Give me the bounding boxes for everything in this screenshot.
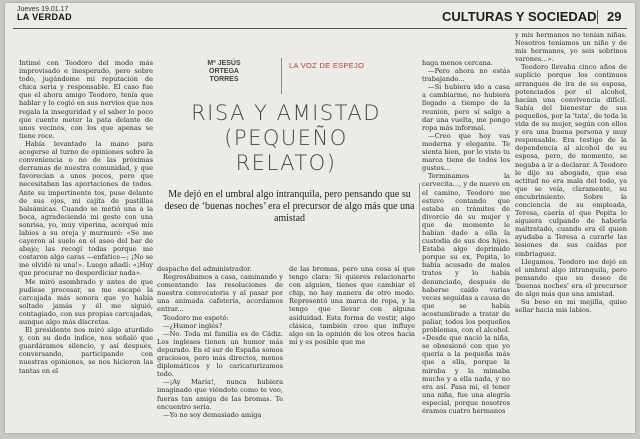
- paragraph: Su beso en mi mejilla, quiso sellar hacia mis labios.: [515, 298, 627, 315]
- paragraph: —Pero ahora no estás trabajando...: [422, 67, 510, 84]
- page-number: 29: [607, 9, 622, 24]
- paragraph: —¡Ay María!, nunca hubiera imaginado que viéndote como te veo, fueras tan amiga de las bromas. Te encuentro seria.: [157, 378, 283, 411]
- headline-line: RELATO): [235, 151, 337, 175]
- author-name-line: Mª JESÚS: [207, 60, 241, 67]
- headline-line: RISA Y AMISTAD: [191, 101, 381, 125]
- article-headline: [155, 101, 417, 176]
- article-column-3: [289, 265, 415, 431]
- paragraph: —¿Humor inglés?: [163, 321, 223, 330]
- article-deck: Me dejó en el umbral algo intranquila, pero pensando que su deseo de ‘buenas noches’ era el precursor de algo más que una amistad: [164, 189, 415, 225]
- header-rule: [13, 28, 627, 29]
- paragraph: de las bromas, pero una cosa sí que tengo clara: Si quieres relacionarte con alguien, tienes que cambiar el chip, no hay manera de otro modo. Representó una marca de ropa, y la tengo que llevar con alguna asiduidad. Esta forma de vestir, algo clásica, también creo que influye algo en la opinión de los otros hacia mí y es posible que me: [289, 265, 415, 346]
- article-column-5: [515, 31, 627, 431]
- newspaper-name: LA VERDAD: [17, 12, 72, 23]
- paragraph: Regresábamos a casa, caminando y comentando las resoluciones de nuestra convocatoria y al pasar por una animada cafetería, acordamos entrar...: [157, 273, 283, 314]
- paragraph: Había levantado la mano para acogerse al turno de opiniones sobre la conveniencia o no de las próximas derramas de nuestra comunidad, y que favorecían a unos pocos, pero que necesitaban las aportaciones de todos. Ante su impertinente tos, puse delante de sus ojos, mi cajita de pastillas balsámicas. Cuando se metió una a la boca, agradeciendo mi gesto con una sonrisa, yo, muy viperina, acerqué mis labios a su oreja y murmuré: «Se me cayeron al suelo en el aseo del bar de abajo; las recogí todas porque me costaron algo caras —enfatice—; ¡No se me olvidó ni una!». Luego añadí: «¡Hay que procurar no desperdiciar nada».: [19, 139, 153, 278]
- paragraph: —Creo que hoy vas moderna y elegante. Te sienta bien, por lo visto tu marca tiene de todos los gustos...: [422, 131, 510, 173]
- paragraph: Teodoro me espetó:: [163, 313, 229, 322]
- column-kicker: LA VOZ DE ESPEJO: [289, 61, 365, 70]
- paragraph: Terminamos la cervecita..., y de nuevo en el camino, Teodoro me estuvo contando que estaba en trámites de divorcio de su mujer y que de momento le habían dado a ella la custodia de sus dos hijos. Estaba algo deprimido porque su ex, Pepita, lo había acusado de malos tratos y lo había denunciado, después de haberse caído varias veces seguidas a causa de que se había acostumbrado a tratar de paliar, todos los pequeños problemas, con el alcohol. «Desde que nació la niña, se obsesionó con que yo quería a la pequeña más que a ella, porque la miraba y la mimaba mucho y a ella nada, y no era así. Pasa mi, el tener una niña, fue una alegría especial, porque nosotros éramos cuatro hermanos: [422, 172, 510, 416]
- paragraph: —Si hubiera ido a casa a cambiarme, no hubiera llegado a tiempo de la reunión, pero sí salgo a dar una vuelta, me pongo ropa más informal.: [422, 83, 510, 132]
- column-divider: [419, 183, 420, 253]
- article-column-2: [157, 265, 283, 431]
- article-column-1: [19, 59, 153, 431]
- paragraph: Llegamos. Teodoro me dejó en el umbral algo intranquila, pero pensando que su deseo de 'buenas noches' era el precursor de algo más que una amistad.: [515, 257, 627, 298]
- paragraph: Me miró asombrado y antes de que pudiese procesar, se me escapó la carcajada más sonora que yo había soltado jamás y él me siguió, contagiado, con sus propias carcajadas, aunque algo más discretas.: [19, 277, 153, 326]
- paragraph: —Yo no soy demasiado amiga: [163, 410, 262, 419]
- newspaper-page: [5, 3, 635, 433]
- author-byline: [168, 60, 280, 84]
- byline-divider: [281, 58, 282, 94]
- paragraph: Intimé con Teodoro del modo más improvisado e inesperado, pero sobre todo, jugándome mi reputación de chica seria y responsable. El caso fue que el ahora amigo Teodoro, tenía que hablar y lo cogió en sus nervios que nos regala la inseguridad y el saber lo poco que cuente meter la pata delante de unos vecinos, con los que apenas se tiene roce.: [19, 59, 153, 140]
- author-name-line: TORRES: [209, 76, 239, 83]
- author-name-line: ORTEGA: [209, 68, 239, 75]
- paragraph: Teodoro llevaba cinco años de suplicio porque los continuos arranques de ira de su esposa, potenciados por el alcohol, hacían una convivencia difícil. Sabía del bienestar de sus pequeños, por la 'tata', de toda la vida de su mujer, según con ellos y era una buena persona y muy responsable. Era testigo de la dependencia al alcohol de su esposa, pero, de momento, se negaba a ir a declarar. A Teodoro le dijo su abogado, que esa actitud no era mala del todo, ya que se veía, claramente, su encubrimiento. Sobre la conciencia de su empleada, Teresa, caería el que Pepita lo siguiera culpando de haberla maltratado, cuando era él quien ayudaba a Teresa a curarle las lesiones de sus caídas por embriaguez.: [515, 63, 627, 258]
- issue-date: Jueves 19.01.17: [17, 6, 69, 13]
- paragraph: y mis hermanos no tenían niñas. Nosotros teníamos un niño y de mis hermanos, yo seis sobrinos varones...».: [515, 31, 627, 64]
- article-column-4: [422, 59, 510, 431]
- paragraph: haga menos cercana.: [422, 59, 493, 67]
- header-separator: [597, 10, 598, 24]
- headline-line: (PEQUEÑO: [224, 126, 348, 150]
- paragraph: El presidente nos miró algo aturdido y, con su dedo índice, nos señaló que guardáramos silencio, y así después, conversando, participando con nuestras opiniones, se nos hicieron las tantas en el: [19, 326, 153, 375]
- paragraph: despacho del administrador.: [157, 265, 252, 273]
- section-title: CULTURAS Y SOCIEDAD: [442, 9, 597, 24]
- masthead: [17, 6, 72, 23]
- paragraph: —No. Toda mi familia es de Cádiz. Los ingleses tienen un humor más depurado. En el sur de España somos graciosos, pero más directos, menos diplomáticos y lo caricaturizamos todo.: [157, 329, 283, 379]
